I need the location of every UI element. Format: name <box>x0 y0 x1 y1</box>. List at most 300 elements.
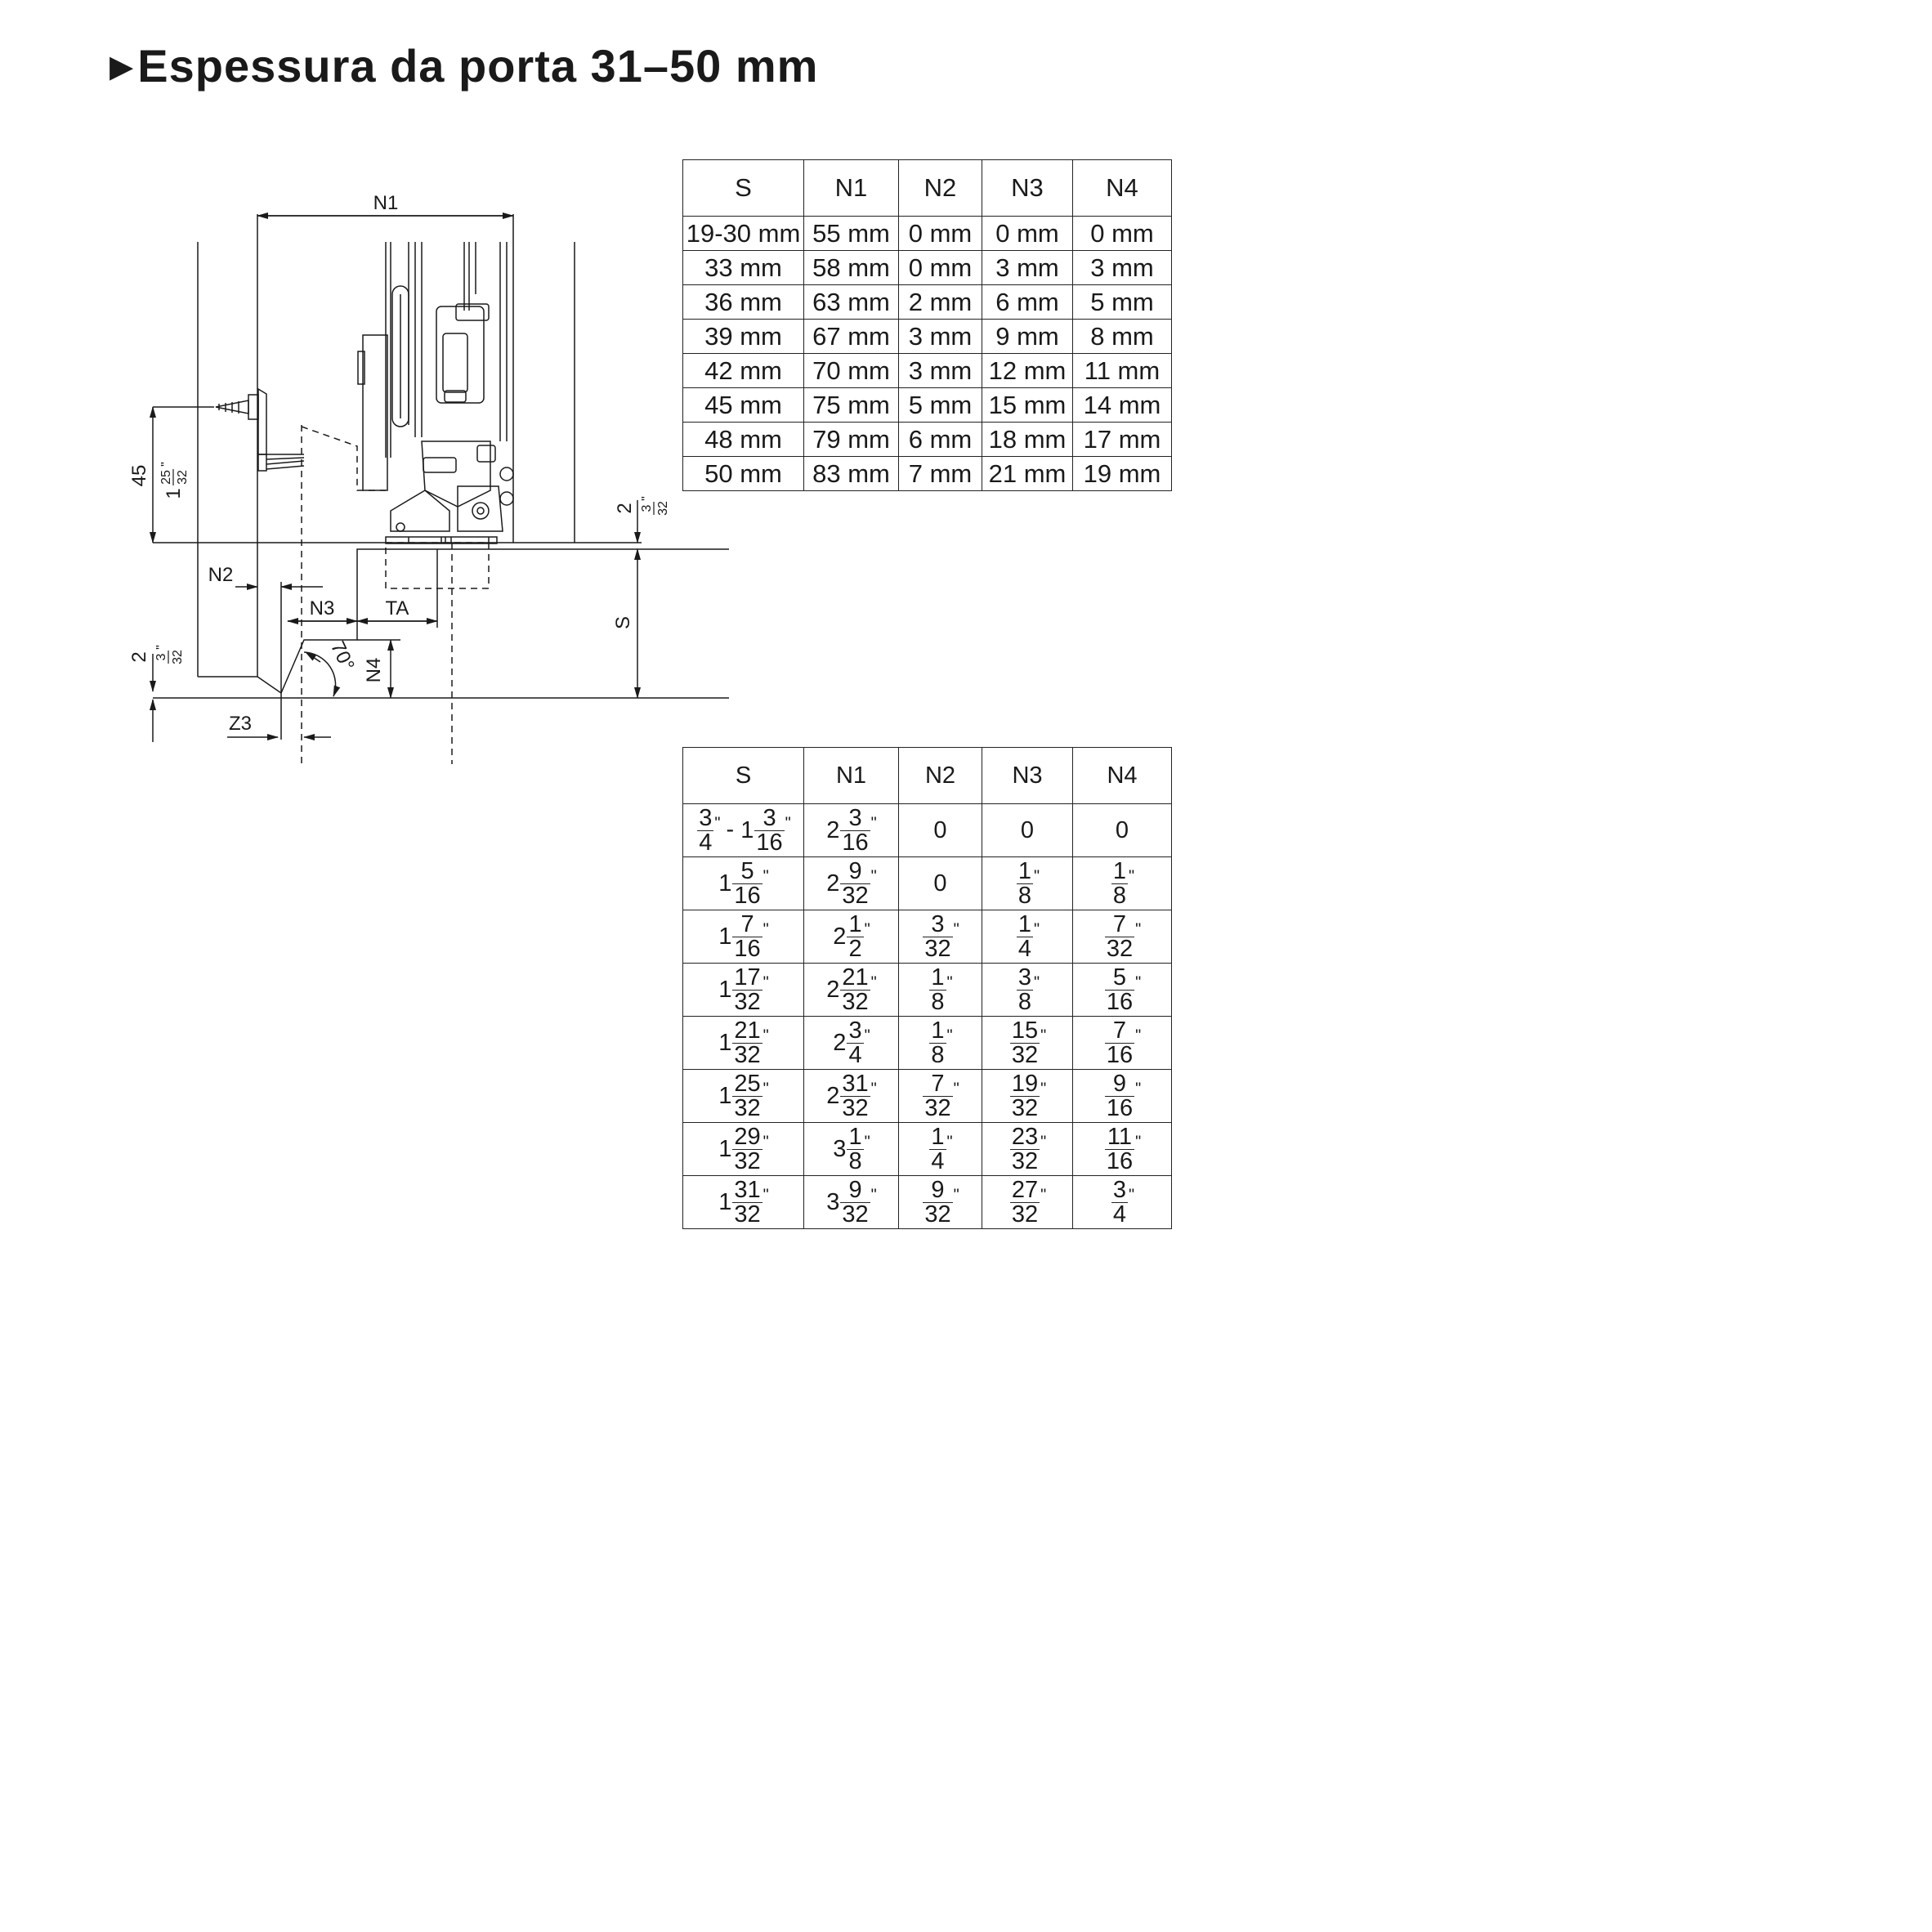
whole-part: 1 <box>718 1082 732 1109</box>
table-cell <box>1073 1070 1172 1123</box>
fraction <box>847 910 863 962</box>
whole-part: 3 <box>833 1135 847 1162</box>
fraction <box>840 857 870 909</box>
numerator: 1 <box>931 964 945 991</box>
inch-mark: " <box>870 1186 876 1204</box>
numerator: 21 <box>734 1017 761 1044</box>
table-cell <box>899 964 982 1017</box>
numerator: 7 <box>732 913 762 937</box>
dim-gap-right-mm: 2 <box>614 503 636 514</box>
whole-part: 0 <box>1020 817 1035 844</box>
table-row <box>683 423 1172 457</box>
table-cell: 15 mm <box>982 388 1073 423</box>
fraction <box>840 1072 870 1120</box>
table-cell: 12 mm <box>982 354 1073 388</box>
inch-mark: " <box>946 1133 952 1151</box>
inch-mark: " <box>870 1080 876 1098</box>
table-cell <box>982 857 1073 910</box>
label-angle: 70° <box>325 637 359 674</box>
denominator: 16 <box>1106 1147 1134 1174</box>
table-cell: 3 mm <box>1073 251 1172 285</box>
column-header: N4 <box>1073 160 1172 217</box>
metric-body <box>683 217 1172 491</box>
fraction <box>1017 966 1033 1014</box>
whole-part: 1 <box>718 870 732 897</box>
denominator: 8 <box>931 988 945 1015</box>
numerator: 27 <box>1011 1176 1039 1203</box>
numerator: 7 <box>1105 1019 1134 1044</box>
fraction-value <box>1116 816 1129 843</box>
table-cell <box>804 964 899 1017</box>
table-cell <box>1073 1017 1172 1070</box>
table-cell: 21 mm <box>982 457 1073 491</box>
table-cell: 11 mm <box>1073 354 1172 388</box>
fraction-value <box>922 1176 959 1228</box>
fraction-value <box>718 910 768 962</box>
table-cell: 6 mm <box>899 423 982 457</box>
column-header: N2 <box>899 160 982 217</box>
fraction <box>732 1019 762 1067</box>
table-cell <box>804 804 899 857</box>
table-row <box>683 857 1172 910</box>
dim-gap-left-in-den: 32 <box>171 650 185 664</box>
inch-mark: " <box>1129 867 1134 885</box>
inch-mark: " <box>714 814 720 832</box>
table-cell: 3 mm <box>899 320 982 354</box>
fraction <box>1111 1178 1128 1227</box>
whole-part: 1 <box>718 1135 732 1162</box>
fraction <box>923 910 952 962</box>
denominator: 32 <box>734 1201 761 1228</box>
table-cell <box>683 1176 804 1229</box>
whole-part: 1 <box>718 923 732 950</box>
table-cell <box>683 857 804 910</box>
inch-mark: " <box>1040 1026 1046 1044</box>
inch-mark: " <box>864 1133 870 1151</box>
whole-part: 2 <box>826 976 840 1003</box>
table-cell <box>683 1123 804 1176</box>
numerator: 9 <box>840 860 870 884</box>
fraction <box>923 1178 952 1227</box>
fraction-value <box>1009 1070 1046 1121</box>
fraction-value <box>1009 1123 1046 1174</box>
label-ta: TA <box>385 597 409 619</box>
inch-mark: " <box>870 867 876 885</box>
table-cell: 36 mm <box>683 285 804 320</box>
fraction <box>1010 1072 1040 1120</box>
inch-mark: " <box>1040 1186 1046 1204</box>
screw-fixing <box>216 389 304 471</box>
denominator: 2 <box>848 935 862 962</box>
title-text: Espessura da porta 31–50 mm <box>137 40 819 92</box>
table-cell: 55 mm <box>804 217 899 251</box>
whole-part: 0 <box>933 817 947 844</box>
numerator: 3 <box>754 807 784 831</box>
range-separator: - <box>719 816 741 843</box>
inch-mark: " <box>946 1026 952 1044</box>
table-row <box>683 251 1172 285</box>
whole-part: 3 <box>826 1188 840 1215</box>
fraction-value <box>1104 1070 1141 1121</box>
table-row <box>683 457 1172 491</box>
numerator: 1 <box>848 910 862 937</box>
fraction-value <box>933 870 946 896</box>
fraction <box>1105 966 1134 1014</box>
dim-gap-right-in-mark: " <box>640 496 654 501</box>
column-header: N4 <box>1073 748 1172 804</box>
numerator: 1 <box>1017 910 1032 937</box>
table-cell <box>899 1017 982 1070</box>
table-cell <box>1073 1123 1172 1176</box>
numerator: 19 <box>1011 1070 1039 1097</box>
table-cell: 3 mm <box>899 354 982 388</box>
dim-gap-left-in-num: 3 <box>154 653 168 661</box>
denominator: 16 <box>1106 1094 1134 1121</box>
table-row <box>683 285 1172 320</box>
fraction <box>732 1125 762 1174</box>
label-z3: Z3 <box>228 713 253 735</box>
whole-part: 0 <box>933 870 947 897</box>
inch-mark: " <box>1135 1026 1141 1044</box>
numerator: 7 <box>923 1072 952 1097</box>
fraction-value <box>718 1123 768 1174</box>
fraction <box>732 1178 762 1227</box>
inch-mark: " <box>946 973 952 991</box>
table-cell: 70 mm <box>804 354 899 388</box>
numerator: 9 <box>840 1178 870 1203</box>
metric-header-row <box>683 160 1172 217</box>
table-cell: 5 mm <box>899 388 982 423</box>
fraction-value <box>718 1176 768 1228</box>
fraction-value <box>1016 857 1040 909</box>
denominator: 4 <box>931 1147 945 1174</box>
denominator: 32 <box>924 935 951 962</box>
denominator: 32 <box>1011 1041 1039 1068</box>
table-cell: 8 mm <box>1073 320 1172 354</box>
label-n1: N1 <box>373 192 399 214</box>
table-cell <box>982 910 1073 964</box>
inch-mark: " <box>1034 973 1040 991</box>
fraction <box>1017 857 1033 909</box>
whole-part: 2 <box>833 1029 847 1056</box>
fraction <box>754 804 784 856</box>
inch-mark: " <box>1040 1133 1046 1151</box>
table-cell <box>683 804 804 857</box>
dim-height-mm: 45 <box>128 464 150 487</box>
table-cell: 7 mm <box>899 457 982 491</box>
whole-part: 2 <box>826 1082 840 1109</box>
fraction-value <box>928 1017 952 1068</box>
inch-mark: " <box>763 1026 768 1044</box>
column-header: S <box>683 748 804 804</box>
cabinet-front-edge <box>198 677 281 693</box>
fraction-value <box>928 964 952 1015</box>
fraction <box>1010 1125 1040 1174</box>
dashed-clip-outline <box>302 427 386 490</box>
denominator: 8 <box>1017 882 1032 909</box>
denominator: 16 <box>734 882 761 909</box>
table-cell <box>899 910 982 964</box>
fraction <box>732 910 762 962</box>
denominator: 4 <box>848 1041 862 1068</box>
table-cell: 45 mm <box>683 388 804 423</box>
table-cell <box>899 1176 982 1229</box>
denominator: 4 <box>699 829 713 856</box>
numerator: 31 <box>842 1070 869 1097</box>
label-n2: N2 <box>208 564 234 586</box>
table-cell <box>982 964 1073 1017</box>
table-row <box>683 910 1172 964</box>
fraction <box>1010 1019 1040 1067</box>
table-cell: 48 mm <box>683 423 804 457</box>
table-cell: 75 mm <box>804 388 899 423</box>
table-cell <box>804 910 899 964</box>
column-header: S <box>683 160 804 217</box>
whole-part: 2 <box>826 816 840 843</box>
denominator: 32 <box>842 1094 869 1121</box>
fraction-value <box>696 804 720 856</box>
table-cell <box>804 857 899 910</box>
inch-mark: " <box>1135 973 1141 991</box>
fraction-value <box>1016 910 1040 962</box>
fraction <box>732 1072 762 1120</box>
denominator: 32 <box>842 988 869 1015</box>
denominator: 4 <box>1112 1201 1127 1228</box>
dim-gap-right-in-num: 3 <box>640 504 654 512</box>
whole-part: 1 <box>740 816 754 843</box>
inch-mark: " <box>864 920 870 938</box>
whole-part: 1 <box>718 1188 732 1215</box>
numerator: 1 <box>931 1017 945 1044</box>
table-row <box>683 1017 1172 1070</box>
table-cell <box>899 1123 982 1176</box>
denominator: 4 <box>1017 935 1032 962</box>
table-cell <box>899 857 982 910</box>
imperial-table <box>682 747 1172 1229</box>
table-cell: 19-30 mm <box>683 217 804 251</box>
inch-mark: " <box>763 973 768 991</box>
inch-mark: " <box>1034 920 1040 938</box>
table-cell <box>982 804 1073 857</box>
fraction <box>1105 1072 1134 1120</box>
fraction <box>732 966 762 1014</box>
table-cell: 9 mm <box>982 320 1073 354</box>
inch-mark: " <box>785 814 790 832</box>
fraction-value <box>718 964 768 1015</box>
fraction <box>840 1178 870 1227</box>
fraction <box>1105 910 1134 962</box>
title-marker-icon: ▶ <box>110 50 135 84</box>
table-cell <box>804 1070 899 1123</box>
table-cell <box>899 804 982 857</box>
table-cell <box>982 1176 1073 1229</box>
column-header: N3 <box>982 160 1073 217</box>
whole-part: 1 <box>718 1029 732 1056</box>
table-cell <box>683 910 804 964</box>
table-cell: 14 mm <box>1073 388 1172 423</box>
table-cell: 2 mm <box>899 285 982 320</box>
numerator: 15 <box>1011 1017 1039 1044</box>
denominator: 16 <box>734 935 761 962</box>
column-header: N1 <box>804 748 899 804</box>
denominator: 32 <box>734 1041 761 1068</box>
fraction <box>847 1019 863 1067</box>
numerator: 3 <box>840 807 870 831</box>
fraction-value <box>1104 1017 1141 1068</box>
denominator: 32 <box>924 1094 951 1121</box>
table-row <box>683 804 1172 857</box>
table-cell <box>804 1176 899 1229</box>
denominator: 16 <box>1106 1041 1134 1068</box>
numerator: 3 <box>1017 964 1032 991</box>
fraction-value <box>826 1176 876 1228</box>
denominator: 8 <box>931 1041 945 1068</box>
fraction <box>840 966 870 1014</box>
fraction-value <box>1021 816 1034 843</box>
inch-mark: " <box>763 920 768 938</box>
numerator: 1 <box>1017 857 1032 884</box>
inch-mark: " <box>1129 1186 1134 1204</box>
numerator: 1 <box>1112 857 1127 884</box>
denominator: 32 <box>1106 935 1134 962</box>
fraction <box>929 1019 946 1067</box>
inch-mark: " <box>870 973 876 991</box>
denominator: 16 <box>756 829 783 856</box>
inch-mark: " <box>1135 1080 1141 1098</box>
fraction-value <box>826 964 876 1015</box>
denominator: 32 <box>842 1201 869 1228</box>
fraction <box>1105 1019 1134 1067</box>
fraction <box>697 804 713 856</box>
table-cell: 58 mm <box>804 251 899 285</box>
denominator: 32 <box>1011 1147 1039 1174</box>
table-cell <box>683 1017 804 1070</box>
fraction-value <box>1111 1176 1134 1228</box>
numerator: 29 <box>734 1123 761 1150</box>
table-cell: 42 mm <box>683 354 804 388</box>
fraction-value <box>833 1123 870 1174</box>
table-cell <box>899 1070 982 1123</box>
table-cell <box>804 1017 899 1070</box>
table-row <box>683 388 1172 423</box>
numerator: 17 <box>734 964 761 991</box>
table-row <box>683 964 1172 1017</box>
numerator: 3 <box>848 1017 862 1044</box>
fraction-value <box>922 910 959 962</box>
inch-mark: " <box>1135 1133 1141 1151</box>
dim-height-in-whole: 1 <box>163 488 185 499</box>
fraction-value <box>1016 964 1040 1015</box>
inch-mark: " <box>953 920 959 938</box>
inch-mark: " <box>763 1186 768 1204</box>
dim-height-in-num: 25 <box>159 470 173 485</box>
fraction-value <box>1111 857 1134 909</box>
denominator: 8 <box>1112 882 1127 909</box>
table-cell: 17 mm <box>1073 423 1172 457</box>
column-header: N2 <box>899 748 982 804</box>
fraction-value <box>933 816 946 843</box>
fraction <box>929 966 946 1014</box>
inch-mark: " <box>1040 1080 1046 1098</box>
table-row <box>683 217 1172 251</box>
inch-mark: " <box>1034 867 1040 885</box>
inch-mark: " <box>864 1026 870 1044</box>
table-cell <box>683 1070 804 1123</box>
numerator: 11 <box>1105 1125 1134 1150</box>
fraction-value <box>833 1017 870 1068</box>
numerator: 23 <box>1011 1123 1039 1150</box>
label-n3: N3 <box>309 597 335 619</box>
table-cell: 63 mm <box>804 285 899 320</box>
fraction-value <box>1104 910 1141 962</box>
whole-part: 2 <box>833 923 847 950</box>
numerator: 25 <box>734 1070 761 1097</box>
table-cell <box>1073 804 1172 857</box>
fraction-value <box>928 1123 952 1174</box>
numerator: 3 <box>699 804 713 831</box>
table-cell <box>1073 964 1172 1017</box>
fraction-value <box>740 804 790 856</box>
fraction-value <box>1104 1123 1141 1174</box>
numerator: 9 <box>923 1178 952 1203</box>
column-header: N3 <box>982 748 1073 804</box>
table-cell: 33 mm <box>683 251 804 285</box>
denominator: 32 <box>1011 1201 1039 1228</box>
table-cell: 18 mm <box>982 423 1073 457</box>
dim-height-in-mark: " <box>159 462 173 467</box>
table-cell <box>982 1017 1073 1070</box>
fraction <box>1010 1178 1040 1227</box>
numerator: 21 <box>842 964 869 991</box>
numerator: 5 <box>1105 966 1134 991</box>
fraction-value <box>1009 1017 1046 1068</box>
denominator: 32 <box>924 1201 951 1228</box>
denominator: 32 <box>734 1147 761 1174</box>
fraction <box>1111 857 1128 909</box>
whole-part: 1 <box>718 976 732 1003</box>
dim-gap-right-in-den: 32 <box>656 501 670 516</box>
inch-mark: " <box>763 1133 768 1151</box>
table-cell: 67 mm <box>804 320 899 354</box>
denominator: 8 <box>1017 988 1032 1015</box>
dim-height-in-den: 32 <box>176 470 190 485</box>
table-cell <box>982 1070 1073 1123</box>
numerator: 1 <box>848 1123 862 1150</box>
fraction-value <box>718 1070 768 1121</box>
fraction-value <box>826 857 876 909</box>
table-cell: 0 mm <box>982 217 1073 251</box>
fraction-value <box>718 857 768 909</box>
table-cell <box>804 1123 899 1176</box>
fraction-value <box>826 1070 876 1121</box>
denominator: 32 <box>734 988 761 1015</box>
fraction <box>929 1125 946 1174</box>
denominator: 32 <box>842 882 869 909</box>
dim-gap-left-mm: 2 <box>128 651 150 663</box>
table-cell: 19 mm <box>1073 457 1172 491</box>
table-cell <box>982 1123 1073 1176</box>
metric-table <box>682 159 1172 491</box>
table-cell <box>683 964 804 1017</box>
label-n4: N4 <box>363 657 385 683</box>
whole-part: 0 <box>1115 817 1129 844</box>
denominator: 32 <box>1011 1094 1039 1121</box>
fraction-value <box>826 804 876 856</box>
numerator: 3 <box>923 913 952 937</box>
denominator: 32 <box>734 1094 761 1121</box>
fraction-value <box>718 1017 768 1068</box>
table-row <box>683 1070 1172 1123</box>
